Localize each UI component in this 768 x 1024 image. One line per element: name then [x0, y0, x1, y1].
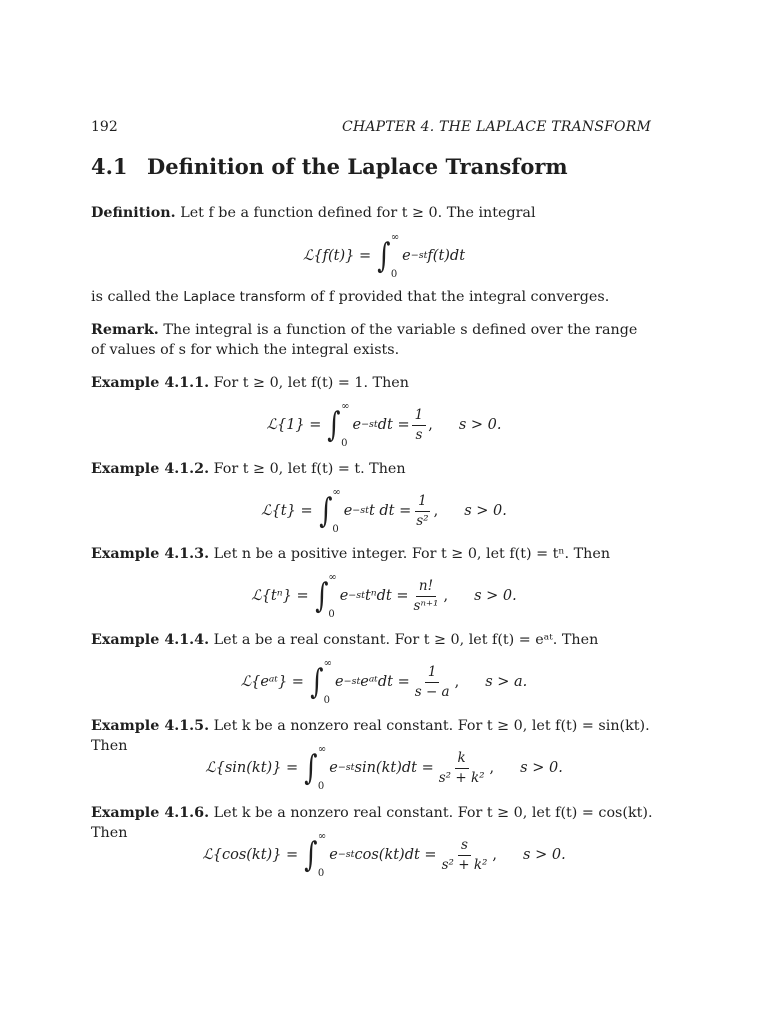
fraction-comma: , [489, 760, 495, 776]
example-paragraph [91, 544, 655, 564]
equation-lhs: ℒ{tⁿ} = [251, 588, 309, 604]
definition-followup-1: is called the [91, 289, 184, 305]
lower-limit: 0 [323, 695, 331, 706]
integral-sign: ∫ ∞ 0 [304, 831, 327, 879]
condition: s > 0. [458, 417, 502, 433]
example-text: For t ≥ 0, let f(t) = t. Then [209, 461, 406, 477]
integrand-base: e [343, 503, 353, 519]
example-label: Example 4.1.5. [91, 718, 210, 734]
fraction-comma: , [443, 588, 449, 604]
integral-sign: ∫ ∞ 0 [377, 232, 400, 280]
example-text: Let n be a positive integer. For t ≥ 0, let f(t) = tⁿ. Then [209, 546, 611, 562]
example-equation: ℒ{tⁿ} = ∫ ∞ 0 e −st tⁿdt = $\frac{n!}{\text{sⁿ⁺¹}}$ , s > 0. [251, 572, 517, 620]
integrand-base: e [339, 588, 349, 604]
definition-term: Laplace transform [183, 289, 306, 305]
condition: s > a. [485, 674, 528, 690]
upper-limit: ∞ [317, 831, 327, 842]
integrand-rest: eᵃᵗdt = [360, 674, 410, 690]
fraction-denominator: sⁿ⁺¹ [413, 597, 439, 614]
example-label: Example 4.1.4. [91, 632, 210, 648]
example-equation: ℒ{t} = ∫ ∞ 0 e −st t dt = $\frac{1}{\text{s²}}$ , s > 0. [261, 487, 507, 535]
example-paragraph [91, 630, 655, 650]
example-equation: ℒ{eᵃᵗ} = ∫ ∞ 0 e −st eᵃᵗdt = $\frac{1}{s - a}$ , s > a. [240, 658, 528, 706]
integrand-rest: f(t)dt [427, 248, 466, 264]
section-number: 4.1 [91, 154, 128, 179]
integrand-base: e [329, 847, 338, 863]
equation-lhs: ℒ{t} = [261, 503, 313, 519]
result-fraction [412, 407, 427, 444]
fraction-denominator: s − a [414, 683, 450, 700]
definition-equation: ℒ{f(t)} = ∫ ∞ 0 e −st f(t)dt [302, 232, 466, 280]
running-head [91, 119, 651, 135]
example-text: Let a be a real constant. For t ≥ 0, let f(t) = eᵃᵗ. Then [209, 632, 599, 648]
lower-limit: 0 [390, 269, 398, 280]
fraction-comma: , [492, 847, 498, 863]
integral-sign: ∫ ∞ 0 [304, 744, 327, 792]
example-label: Example 4.1.1. [91, 375, 210, 391]
lower-limit: 0 [317, 781, 325, 792]
example-label: Example 4.1.6. [91, 805, 210, 821]
result-fraction [436, 750, 488, 787]
definition-label: Definition. [91, 205, 176, 221]
fraction-denominator: s² + k² [441, 856, 488, 873]
example-text: For t ≥ 0, let f(t) = 1. Then [209, 375, 409, 391]
integral-sign: ∫ ∞ 0 [310, 658, 333, 706]
section-title [91, 154, 568, 179]
example-text: Let k be a nonzero real constant. For t ≥ 0, let f(t) = cos(kt). Then [91, 805, 653, 841]
fraction-denominator: s² + k² [438, 769, 485, 786]
fraction-comma: , [428, 417, 433, 433]
fraction-comma: , [454, 674, 460, 690]
example-label: Example 4.1.2. [91, 461, 210, 477]
page-number: 192 [91, 119, 118, 135]
example-text: Let k be a nonzero real constant. For t ≥ 0, let f(t) = sin(kt). Then [91, 718, 650, 754]
condition: s > 0. [520, 760, 563, 776]
fraction-numerator: 1 [425, 664, 440, 683]
example-paragraph [91, 459, 655, 479]
definition-paragraph [91, 203, 655, 223]
condition: s > 0. [464, 503, 507, 519]
upper-limit: ∞ [323, 658, 333, 669]
integrand-rest: cos(kt)dt = [354, 847, 437, 863]
fraction-numerator: 1 [415, 493, 430, 512]
integral-sign: ∫ ∞ 0 [318, 487, 341, 535]
lower-limit: 0 [317, 868, 325, 879]
condition: s > 0. [474, 588, 517, 604]
fraction-comma: , [433, 503, 439, 519]
example-paragraph [91, 373, 655, 393]
remark-text: The integral is a function of the variable s defined over the range of values of s for which the integral exists. [91, 322, 638, 358]
fraction-numerator: k [455, 750, 469, 769]
integrand-base: e [352, 417, 362, 433]
result-fraction [411, 578, 442, 615]
lower-limit: 0 [332, 524, 339, 535]
definition-text: Let f be a function defined for t ≥ 0. The integral [175, 205, 536, 221]
definition-followup-2: of f provided that the integral converges. [305, 289, 610, 305]
remark-paragraph [91, 320, 655, 360]
result-fraction [439, 837, 491, 874]
definition-followup [91, 287, 655, 307]
example-equation: ℒ{sin(kt)} = ∫ ∞ 0 e −st sin(kt)dt = $\frac{k}{\text{s² + k²}}$ , s > 0. [205, 744, 563, 792]
integral-sign: ∫ ∞ 0 [327, 401, 350, 449]
section-title-text: Definition of the Laplace Transform [147, 154, 568, 179]
upper-limit: ∞ [317, 744, 327, 755]
upper-limit: ∞ [328, 572, 337, 583]
example-equation: ℒ{1} = ∫ ∞ 0 e −st dt = $\frac{1}{s}$ , s > 0. [266, 401, 502, 449]
upper-limit: ∞ [390, 232, 400, 243]
integrand-rest: tⁿdt = [364, 588, 409, 604]
integrand-base: e [335, 674, 344, 690]
lower-limit: 0 [341, 438, 348, 449]
equation-lhs: ℒ{1} = [266, 417, 322, 433]
lower-limit: 0 [328, 609, 335, 620]
example-label: Example 4.1.3. [91, 546, 210, 562]
fraction-numerator: 1 [412, 407, 427, 426]
fraction-denominator: s² [416, 512, 429, 529]
fraction-numerator: s [458, 837, 471, 856]
result-fraction [413, 493, 431, 530]
fraction-denominator: s [415, 426, 423, 443]
fraction-numerator: n! [416, 578, 436, 597]
integrand-rest: sin(kt)dt = [354, 760, 434, 776]
equation-lhs: ℒ{eᵃᵗ} = [240, 674, 304, 690]
equation-lhs: ℒ{cos(kt)} = [202, 847, 299, 863]
equation-lhs: ℒ{f(t)} = [302, 248, 372, 264]
condition: s > 0. [523, 847, 566, 863]
integrand-rest: t dt = [368, 503, 412, 519]
equation-lhs: ℒ{sin(kt)} = [205, 760, 299, 776]
integral-sign: ∫ ∞ 0 [314, 572, 337, 620]
integrand-base: e [329, 760, 338, 776]
integrand-rest: dt = [377, 417, 410, 433]
upper-limit: ∞ [341, 401, 350, 412]
remark-label: Remark. [91, 322, 159, 338]
example-equation: ℒ{cos(kt)} = ∫ ∞ 0 e −st cos(kt)dt = $\frac{s}{\text{s² + k²}}$ , s > 0. [202, 831, 566, 879]
result-fraction [412, 664, 453, 701]
upper-limit: ∞ [332, 487, 341, 498]
chapter-heading: CHAPTER 4. THE LAPLACE TRANSFORM [342, 119, 651, 135]
integrand-base: e [402, 248, 411, 264]
